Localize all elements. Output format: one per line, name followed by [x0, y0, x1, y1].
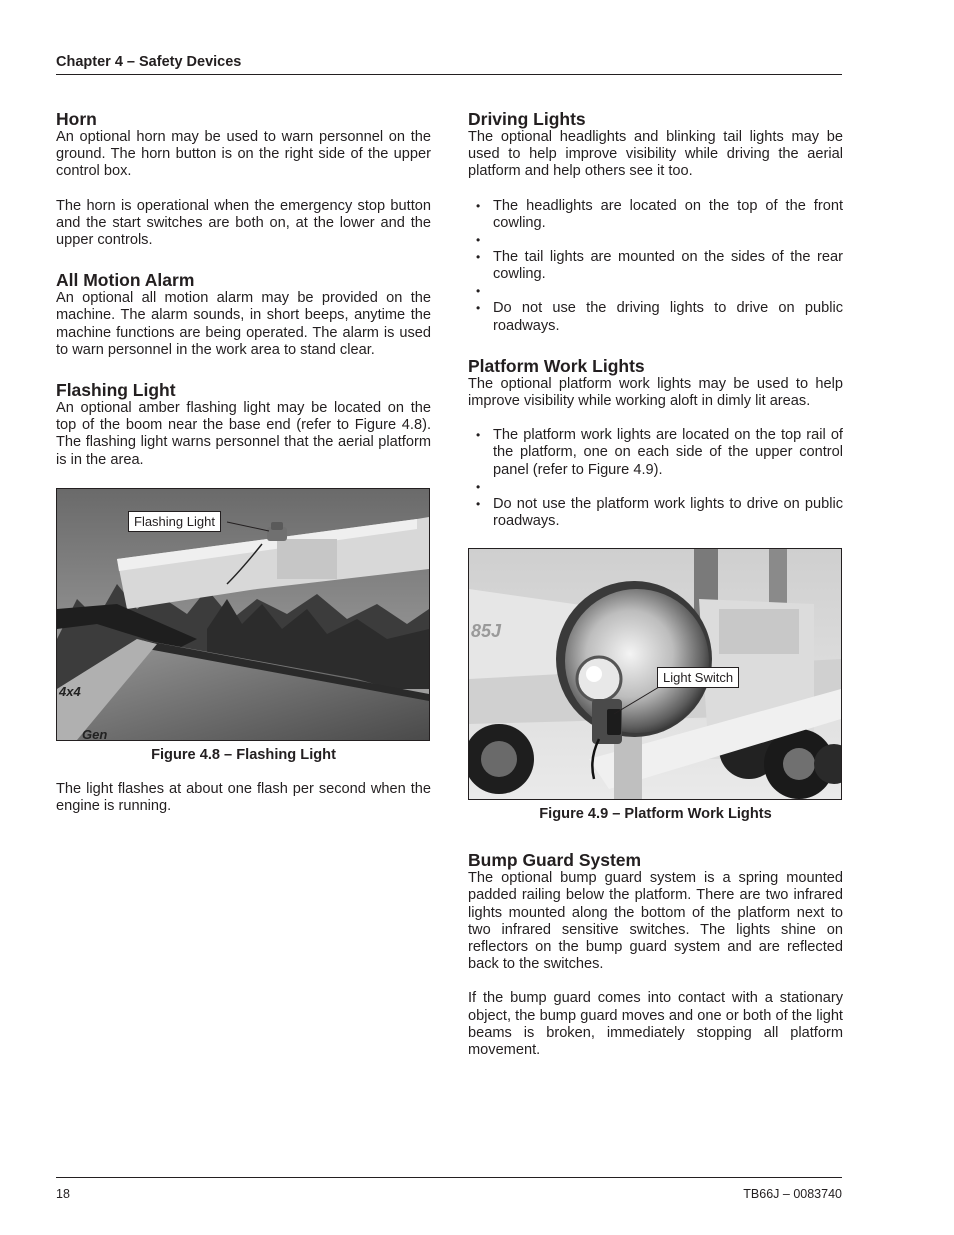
- flashing-light-photo: [57, 489, 429, 740]
- photo-text-gen: Gen: [82, 726, 108, 740]
- callout-flashing-light: Flashing Light: [128, 511, 221, 532]
- document-id: TB66J – 0083740: [743, 1187, 842, 1201]
- bump-guard-paragraph-2: If the bump guard comes into contact with a stationary object, the bump guard moves and one or both of the light beams is broken, immediately stopping all platform movement.: [468, 990, 843, 1059]
- horn-paragraph-1: An optional horn may be used to warn personnel on the ground. The horn button is on the right side of the upper control box.: [56, 129, 431, 180]
- left-column: [56, 109, 431, 815]
- flash-rate-paragraph: The light flashes at about one flash per second when the engine is running.: [56, 780, 431, 815]
- bump-guard-heading: Bump Guard System: [468, 850, 642, 871]
- driving-lights-list: [468, 198, 843, 335]
- platform-work-light-photo: [469, 549, 841, 799]
- photo-text-4x4: 4x4: [59, 683, 81, 699]
- list-item: • The platform work lights are located on the top rail of the platform, one on each side of the upper control panel (refer to Figure 4.9).: [468, 427, 843, 479]
- horn-paragraph-2: The horn is operational when the emergency stop button and the start switches are both on, at the lower and the upper controls.: [56, 197, 431, 249]
- figure-flashing-light: [56, 488, 430, 741]
- list-item: • The headlights are located on the top of the front cowling.: [468, 198, 843, 232]
- page-footer: [56, 1177, 842, 1201]
- alarm-paragraph: An optional all motion alarm may be provided on the machine. The alarm sounds, in short beeps, anytime the machine functions are being operated. The alarm is used to warn personnel in the work area to stand clear.: [56, 290, 431, 358]
- flashing-light-heading: Flashing Light: [56, 380, 176, 401]
- page-number: 18: [56, 1187, 70, 1201]
- platform-lights-paragraph: The optional platform work lights may be used to help improve visibility while working aloft in dimly lit areas.: [468, 375, 843, 410]
- list-item: • Do not use the platform work lights to drive on public roadways.: [468, 496, 843, 530]
- driving-lights-paragraph: The optional headlights and blinking tail lights may be used to help improve visibility while driving the aerial platform and help others see it too.: [468, 129, 843, 180]
- bump-guard-paragraph-1: The optional bump guard system is a spring mounted padded railing below the platform. There are two infrared lights mounted along the bottom of the platform next to two infrared sensitive switches. The lights shine on reflectors on the bump guard system and are reflected back to the switches.: [468, 870, 843, 973]
- flashing-light-paragraph: An optional amber flashing light may be located on the top of the boom near the base end (refer to Figure 4.8). The flashing light warns personnel that the aerial platform is in the area.: [56, 400, 431, 468]
- list-item: • The tail lights are mounted on the sides of the rear cowling.: [468, 249, 843, 283]
- platform-lights-list: [468, 427, 843, 530]
- figure-platform-work-lights: [468, 548, 842, 800]
- right-column: [468, 109, 843, 1059]
- chapter-title: Chapter 4 – Safety Devices: [56, 54, 242, 70]
- figure-4-8-caption: Figure 4.8 – Flashing Light: [151, 746, 336, 763]
- horn-heading: Horn: [56, 109, 97, 129]
- platform-lights-heading: Platform Work Lights: [468, 355, 645, 376]
- callout-light-switch: Light Switch: [657, 667, 739, 688]
- driving-lights-heading: Driving Lights: [468, 109, 586, 129]
- photo-text-85j: 85J: [471, 621, 502, 642]
- alarm-heading: All Motion Alarm: [56, 270, 195, 291]
- list-item: • Do not use the driving lights to drive on public roadways.: [468, 300, 843, 334]
- page-header: [56, 54, 842, 75]
- figure-4-9-caption: Figure 4.9 – Platform Work Lights: [539, 806, 772, 823]
